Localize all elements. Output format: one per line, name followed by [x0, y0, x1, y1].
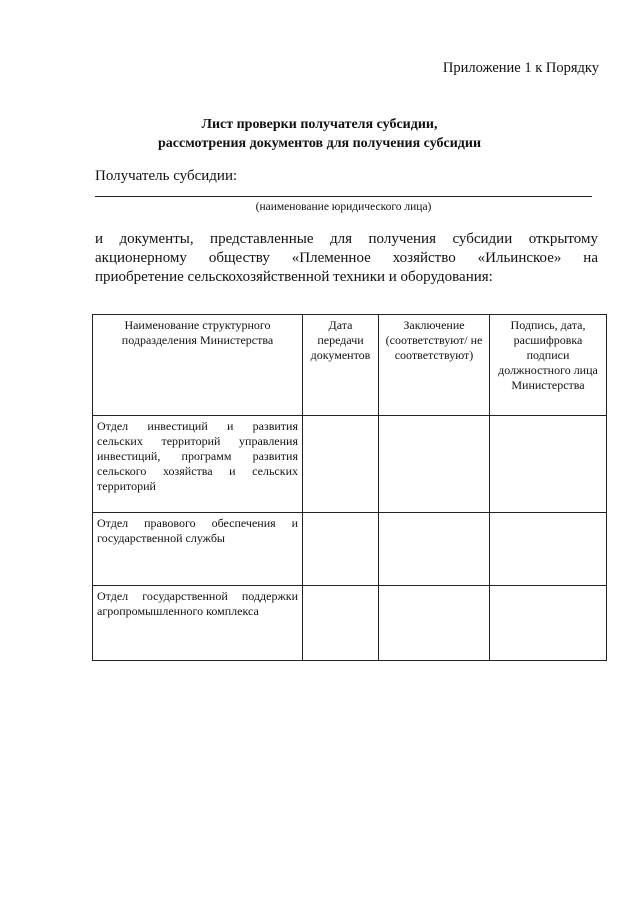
header-signature: Подпись, дата, расшифровка подписи должностного лица Министерства [490, 315, 607, 416]
paragraph-line-3: приобретение сельскохозяйственной техники и оборудования: [95, 269, 493, 285]
table-header-row [93, 315, 607, 416]
paragraph-line-2: акционерному обществу «Племенное хозяйство «Ильинское» на [95, 250, 598, 266]
check-table [92, 314, 607, 661]
department-cell: Отдел правового обеспечения и государственной службы [93, 513, 303, 586]
recipient-fill-line[interactable] [95, 196, 592, 197]
document-title [0, 115, 639, 153]
documents-paragraph [95, 230, 598, 287]
title-line-2: рассмотрения документов для получения субсидии [157, 136, 482, 151]
table-row [93, 586, 607, 661]
department-cell: Отдел инвестиций и развития сельских территорий управления инвестиций, программ развития сельского хозяйства и сельских территорий [93, 416, 303, 513]
table-row [93, 513, 607, 586]
paragraph-line-1: и документы, представленные для получения субсидии открытому [95, 231, 598, 247]
conclusion-cell[interactable] [379, 586, 490, 661]
signature-cell[interactable] [490, 416, 607, 513]
header-conclusion: Заключение (соответствуют/ не соответствуют) [379, 315, 490, 416]
conclusion-cell[interactable] [379, 416, 490, 513]
date-cell[interactable] [303, 513, 379, 586]
title-line-1: Лист проверки получателя субсидии, [201, 117, 438, 132]
conclusion-cell[interactable] [379, 513, 490, 586]
department-cell: Отдел государственной поддержки агропромышленного комплекса [93, 586, 303, 661]
table-row [93, 416, 607, 513]
header-date: Дата передачи документов [303, 315, 379, 416]
appendix-label: Приложение 1 к Порядку [442, 60, 599, 76]
signature-cell[interactable] [490, 513, 607, 586]
date-cell[interactable] [303, 416, 379, 513]
signature-cell[interactable] [490, 586, 607, 661]
header-department: Наименование структурного подразделения Министерства [93, 315, 303, 416]
date-cell[interactable] [303, 586, 379, 661]
recipient-label: Получатель субсидии: [95, 168, 238, 184]
recipient-caption: (наименование юридического лица) [255, 201, 432, 213]
